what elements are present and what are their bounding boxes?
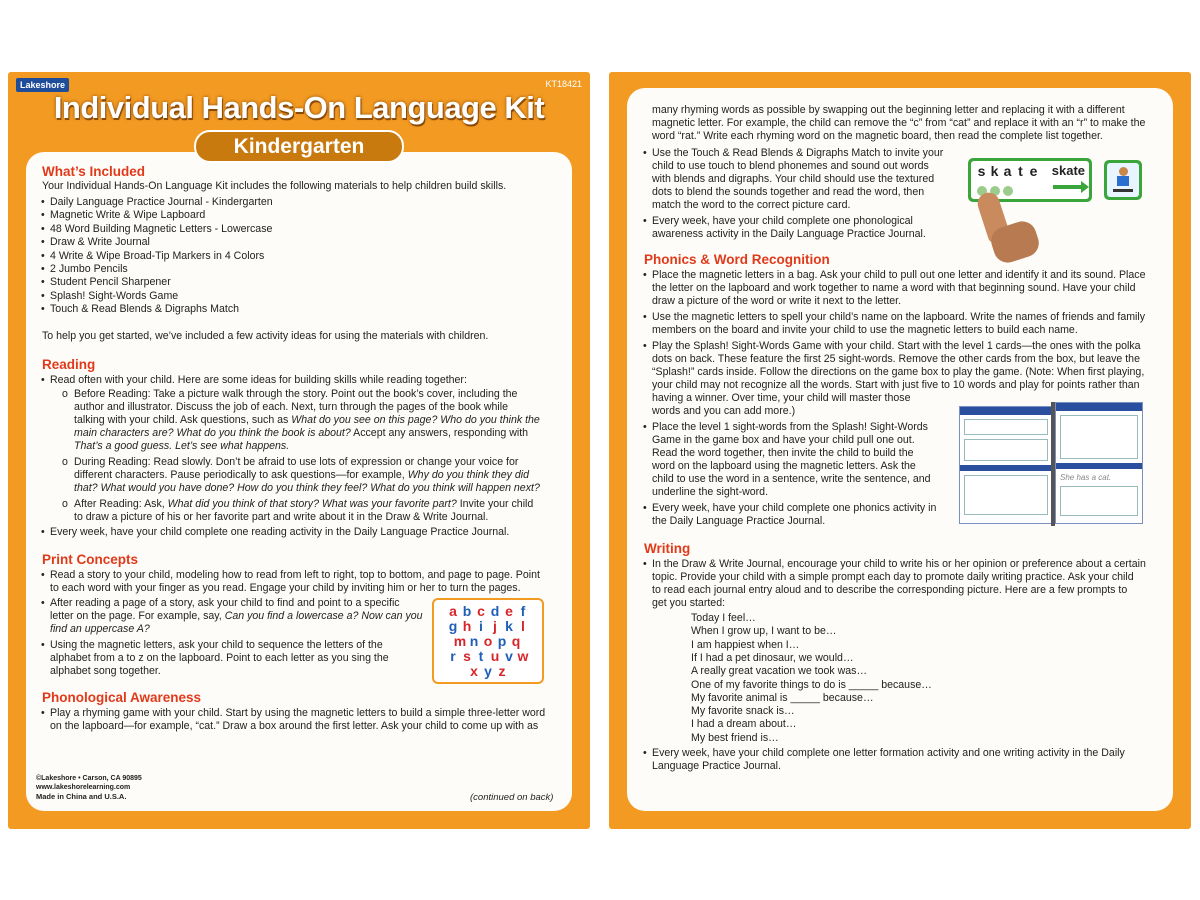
phono-line: with blends and digraphs. Your child should use the textured [652, 173, 935, 185]
list-item: • Touch & Read Blends & Digraphs Match [41, 303, 240, 316]
print-line: alphabet from a to z on the lapboard. Point to each letter as you sing the [50, 652, 389, 664]
print-heading: Print Concepts [42, 552, 139, 567]
list-item: • Every week, have your child complete one phonics activity in [643, 502, 937, 514]
phonics-line: words and you can add more.) [652, 405, 796, 417]
skater-icon [1107, 163, 1139, 197]
list-item: • Draw & Write Journal [41, 236, 150, 249]
magnetic-letter: n [469, 633, 479, 649]
text-run: different characters. Pause periodically to ask questions—for example, [74, 469, 408, 481]
phono-line: child to use touch to blend phonemes and sound out words [652, 160, 929, 172]
phonics-line: child to use the word in a sentence, write the sentence, and [652, 473, 931, 485]
list-item-label: 4 Write & Wipe Broad-Tip Markers in 4 Colors [50, 249, 265, 262]
list-item: • Read a story to your child, modeling how to read from left to right, top to bottom, and page to page. Point [41, 569, 540, 581]
before-reading-line: author and illustrator. Discuss the job of each. Next, turn through the pages of the book while [74, 401, 509, 413]
during-reading-line: During Reading: Read slowly. Don’t be afraid to use lots of expression or change your voice for [74, 456, 519, 468]
phonics-line: Read the word together, then invite the child to build the [652, 447, 914, 459]
magnetic-letter: b [462, 603, 472, 619]
text-run: talking with your child. Ask questions, such as [74, 414, 292, 426]
picture-row [964, 419, 1048, 435]
arrow-right-icon [1053, 185, 1083, 189]
phonics-line: Play the Splash! Sight-Words Game with your child. Start with the level 1 cards—the ones with the polka [652, 340, 1141, 352]
writing-prompt: I am happiest when I… [691, 638, 800, 651]
text-run: find an uppercase A? [50, 623, 150, 635]
picture-card [1104, 160, 1142, 200]
list-item: • After reading a page of a story, ask your child to find and point to a specific [41, 597, 400, 609]
letter-rows [436, 604, 540, 679]
phono-line: word “rat.” Write each rhyming word on the magnetic board, then read the complete list together. [652, 130, 1103, 142]
list-item: • 2 Jumbo Pencils [41, 263, 128, 275]
list-item: • Every week, have your child complete one phonological [643, 215, 913, 227]
phonics-heading: Phonics & Word Recognition [644, 252, 830, 267]
included-intro: Your Individual Hands-On Language Kit includes the following materials to help children build skills. [42, 180, 507, 192]
journal-page-left [959, 406, 1053, 524]
writing-prompt: My favorite snack is… [691, 705, 795, 718]
phono-line: magnetic letter. For example, the child can remove the “c” from “cat” and replace it with an “r” to make the [652, 117, 1146, 129]
list-item: • 4 Write & Wipe Broad-Tip Markers in 4 Colors [41, 249, 265, 262]
text-run: What do you see on this page? Who do you think the [291, 414, 540, 426]
included-heading: What’s Included [42, 164, 146, 179]
phonics-line: Place the level 1 sight-words from the Splash! Sight-Words [652, 421, 928, 433]
list-item: • Play the Splash! Sight-Words Game with your child. Start with the level 1 cards—the ones with the polka [643, 340, 1141, 352]
footer-line: Made in China and U.S.A. [36, 792, 127, 801]
after-reading-line: to draw a picture of his or her favorite part and write about it in the Draw & Write Journal. [74, 511, 489, 523]
list-item-label: Student Pencil Sharpener [50, 276, 171, 289]
page-banner [1056, 403, 1142, 411]
magnetic-letter: y [484, 663, 492, 679]
magnetic-letter: d [490, 603, 500, 619]
magnetic-letter: q [511, 633, 521, 649]
magnetic-letter: p [497, 633, 507, 649]
list-item-label: 2 Jumbo Pencils [50, 263, 128, 275]
list-item: o During Reading: Read slowly. Don’t be afraid to use lots of expression or change your voice for [62, 456, 519, 468]
print-line: to each word with your finger as you read. Engage your child by inviting him or her to turn the pages. [50, 582, 521, 594]
list-item: • 48 Word Building Magnetic Letters - Lowercase [41, 222, 273, 235]
writing-line: get you started: [652, 597, 726, 609]
card-letter: a [1003, 163, 1012, 179]
grade-badge: Kindergarten [194, 130, 404, 163]
card-letter: e [1029, 163, 1038, 179]
journal-page-right [1055, 402, 1143, 524]
phono-line: Play a rhyming game with your child. Start by using the magnetic letters to build a simple three-letter word [50, 707, 546, 719]
phonics-line: Place the magnetic letters in a bag. Ask your child to pull out one letter and identify it and its sound. Place [652, 269, 1146, 281]
list-item: • Place the level 1 sight-words from the Splash! Sight-Words [643, 421, 928, 433]
phonics-line: Every week, have your child complete one phonics activity in [652, 502, 937, 514]
phonics-line: Game in the game box and have your child pull one out. [652, 434, 915, 446]
letter-row [436, 634, 540, 649]
print-line: Using the magnetic letters, ask your child to sequence the letters of the [50, 639, 383, 651]
magnetic-letter: c [477, 603, 485, 619]
reading-heading: Reading [42, 357, 96, 372]
magnetic-letter: h [462, 618, 472, 634]
text-run: Can you find a lowercase a? Now can you [224, 610, 423, 622]
during-reading-line [74, 469, 529, 482]
phonics-line: the letter on the lapboard and work together to name a word with that beginning sound. Have your child [652, 282, 1136, 294]
writing-heading: Writing [644, 541, 691, 556]
print-line: Read a story to your child, modeling how to read from left to right, top to bottom, and page to page. Point [50, 569, 540, 581]
phono-line: dots to blend the sounds together and read the word, then [652, 186, 925, 198]
writing-line: topic. Provide your child with a simple prompt each day to promote daily writing practice. Ask your child [652, 571, 1134, 583]
footer-line: ©Lakeshore • Carson, CA 90895 [36, 775, 142, 782]
phonics-line: underline the sight-word. [652, 486, 769, 498]
before-reading-line [74, 414, 540, 427]
letter-row [436, 664, 540, 679]
journal-sentence: She has a cat. [1060, 473, 1112, 482]
card-word: skate [1051, 163, 1085, 178]
text-run: That’s a good guess. Let’s see what happens. [74, 440, 290, 452]
dot-icon [1003, 186, 1013, 196]
phonics-line: “Splash!” cards inside. Follow the directions on the game box to play the game. (Note: When first playing, [652, 366, 1145, 378]
phonics-line: Use the magnetic letters to spell your child’s name on the lapboard. Write the names of friends and family [652, 311, 1146, 323]
list-item: o Before Reading: Take a picture walk through the story. Point out the book’s cover, including the [62, 388, 518, 400]
page-banner [960, 407, 1052, 415]
brand-logo: Lakeshore [16, 78, 69, 92]
card-letter: t [1018, 163, 1023, 179]
list-item: • Daily Language Practice Journal - Kindergarten [41, 196, 273, 208]
phonics-line: word on the lapboard using the magnetic letters. Ask the [652, 460, 916, 472]
text-run: Accept any answers, responding with [350, 427, 529, 439]
before-reading-line [74, 427, 528, 440]
included-outro: To help you get started, we’ve included a few activity ideas for using the materials with children. [42, 330, 489, 342]
magnetic-letter: u [490, 648, 500, 664]
product-code: KT18421 [545, 79, 582, 89]
letter-row [436, 649, 540, 664]
during-reading-line [74, 482, 540, 495]
list-item: • Student Pencil Sharpener [41, 276, 171, 289]
print-line [50, 623, 150, 636]
card-letter: k [990, 163, 999, 179]
before-reading-line: Before Reading: Take a picture walk through the story. Point out the book’s cover, including the [74, 388, 518, 400]
letter-row [436, 604, 540, 619]
skater-head [1119, 167, 1128, 176]
list-item-label: Magnetic Write & Wipe Lapboard [50, 209, 206, 222]
writing-line: Every week, have your child complete one letter formation activity and one writing activity in the Daily [652, 747, 1125, 759]
writing-prompt: My best friend is… [691, 731, 779, 744]
phono-line: Every week, have your child complete one phonological [652, 215, 913, 227]
writing-prompt: If I had a pet dinosaur, we would… [691, 651, 854, 664]
magnetic-letter: s [463, 648, 471, 664]
writing-line: In the Draw & Write Journal, encourage your child to write his or her opinion or preference about a certain [652, 558, 1146, 570]
reading-bullet-2: Every week, have your child complete one reading activity in the Daily Language Practice Journal. [50, 526, 510, 538]
magnetic-letter: m [453, 633, 467, 649]
writing-prompt: Today I feel… [691, 612, 756, 624]
magnetic-letter: a [449, 603, 457, 619]
magnetic-letter: v [505, 648, 513, 664]
text-run: Why do you think they did [407, 469, 529, 481]
magnetic-letter: g [448, 618, 458, 634]
page-banner [1056, 463, 1142, 469]
magnetic-letter: l [521, 618, 525, 634]
picture-grid [964, 475, 1048, 515]
writing-prompt: A really great vacation we took was… [691, 665, 868, 678]
list-item: • Read often with your child. Here are some ideas for building skills while reading together: [41, 374, 467, 386]
writing-prompt: I had a dream about… [691, 718, 797, 731]
text-run: After Reading: Ask, [74, 498, 168, 510]
phonics-line: the Daily Language Practice Journal. [652, 515, 826, 527]
magnetic-letter: o [483, 633, 493, 649]
list-item: • Play a rhyming game with your child. Start by using the magnetic letters to build a simple three-letter word [41, 707, 546, 719]
list-item-label: Daily Language Practice Journal - Kindergarten [50, 196, 273, 208]
phono-heading: Phonological Awareness [42, 690, 202, 705]
magnetic-letter: k [505, 618, 513, 634]
back-content [627, 88, 1173, 811]
list-item: • Every week, have your child complete one letter formation activity and one writing activity in the Daily [643, 747, 1125, 759]
front-page [8, 72, 590, 829]
list-item: • Place the magnetic letters in a bag. Ask your child to pull out one letter and identify it and its sound. Place [643, 269, 1146, 281]
writing-line: Language Practice Journal. [652, 760, 781, 772]
continued-note: (continued on back) [470, 792, 554, 803]
list-item-label: Splash! Sight-Words Game [50, 289, 179, 302]
list-item-label: Touch & Read Blends & Digraphs Match [50, 303, 240, 316]
writing-line: to read each journal entry aloud and to describe the corresponding picture. Here are a few prompts to [652, 584, 1128, 596]
list-item-label: 48 Word Building Magnetic Letters - Lowercase [50, 222, 273, 235]
list-item-label: Draw & Write Journal [50, 236, 150, 249]
card-letter: s [977, 163, 986, 179]
list-item: • In the Draw & Write Journal, encourage your child to write his or her opinion or preference about a certain [643, 558, 1146, 570]
phono-line: on the lapboard—for example, “cat.” Draw a box around the first letter. Ask your child to come up with as [50, 720, 539, 732]
phono-line: many rhyming words as possible by swapping out the beginning letter and replacing it with a different [652, 104, 1125, 116]
front-content [26, 152, 572, 811]
text-run: that? What would you have done? How do you think they feel? What do you think will happen next? [74, 482, 540, 494]
magnetic-letter: x [470, 663, 478, 679]
before-reading-line [74, 440, 289, 453]
list-item: • Splash! Sight-Words Game [41, 289, 179, 302]
phonics-line: dots on back. These feature the first 25 sight-words. Remove the other cards from the box, but leave the [652, 353, 1140, 365]
page-banner [960, 465, 1052, 471]
phono-line: Use the Touch & Read Blends & Digraphs Match to invite your [652, 147, 944, 159]
footer-line: www.lakeshorelearning.com [36, 784, 131, 791]
text-run: letter on the page. For example, say, [50, 610, 225, 622]
phono-line: awareness activity in the Daily Language Practice Journal. [652, 228, 926, 240]
list-item: • Use the Touch & Read Blends & Digraphs Match to invite your [643, 147, 944, 159]
magnetic-letter: f [520, 603, 526, 619]
skater-body [1117, 176, 1129, 186]
letter-row [964, 439, 1048, 461]
back-page [609, 72, 1191, 829]
card-letters [975, 163, 1043, 181]
writing-prompt: When I grow up, I want to be… [691, 625, 837, 638]
writing-prompt: One of my favorite things to do is _____ because… [691, 678, 932, 691]
picture-row [1060, 415, 1138, 459]
magnetic-letter: e [505, 603, 513, 619]
writing-box [1060, 486, 1138, 516]
list-item: o After Reading: Ask, What did you think of that story? What was your favorite part? Invite your child [62, 498, 534, 510]
phono-line: match the word to the correct picture card. [652, 199, 851, 211]
list-item: • Magnetic Write & Wipe Lapboard [41, 209, 206, 222]
phonics-line: draw a picture of the word or write it next to the letter. [652, 295, 902, 307]
print-line: After reading a page of a story, ask your child to find and point to a specific [50, 597, 400, 609]
reading-bullet-1: Read often with your child. Here are some ideas for building skills while reading together: [50, 374, 467, 386]
arrow-head [1081, 181, 1089, 193]
letter-row [436, 619, 540, 634]
magnetic-letter: t [478, 648, 484, 664]
phonics-line: your child may not recognize all the words. Start with just five to 10 words and play for points rather than [652, 379, 1140, 391]
text-run: main characters are? What do you think the book is about? [74, 427, 351, 439]
skate-card-image [968, 158, 1172, 258]
magnetic-letter: z [498, 663, 506, 679]
list-item: • Using the magnetic letters, ask your child to sequence the letters of the [41, 639, 383, 651]
print-line: alphabet song together. [50, 665, 161, 677]
magnetic-letter: i [479, 618, 483, 634]
print-line [50, 610, 423, 623]
magnetic-letters-image [432, 598, 544, 684]
text-run: What did you think of that story? What was your favorite part? [167, 498, 457, 510]
journal-pages-image [959, 402, 1145, 526]
text-run: Invite your child [456, 498, 534, 510]
phonics-line: members on the board and invite your child to use the magnetic letters to build each name. [652, 324, 1078, 336]
magnetic-letter: w [517, 648, 529, 664]
magnetic-letter: r [450, 648, 456, 664]
phonics-line: having a winner. Over time, your child will master those [652, 392, 911, 404]
list-item: • Every week, have your child complete one reading activity in the Daily Language Practice Journal. [41, 526, 510, 538]
magnetic-letter: j [493, 618, 497, 634]
list-item: • Use the magnetic letters to spell your child’s name on the lapboard. Write the names of friends and family [643, 311, 1146, 323]
writing-prompt: My favorite animal is _____ because… [691, 691, 874, 704]
skateboard [1113, 189, 1133, 192]
page-title: Individual Hands-On Language Kit [53, 90, 545, 125]
copyright [36, 774, 142, 801]
